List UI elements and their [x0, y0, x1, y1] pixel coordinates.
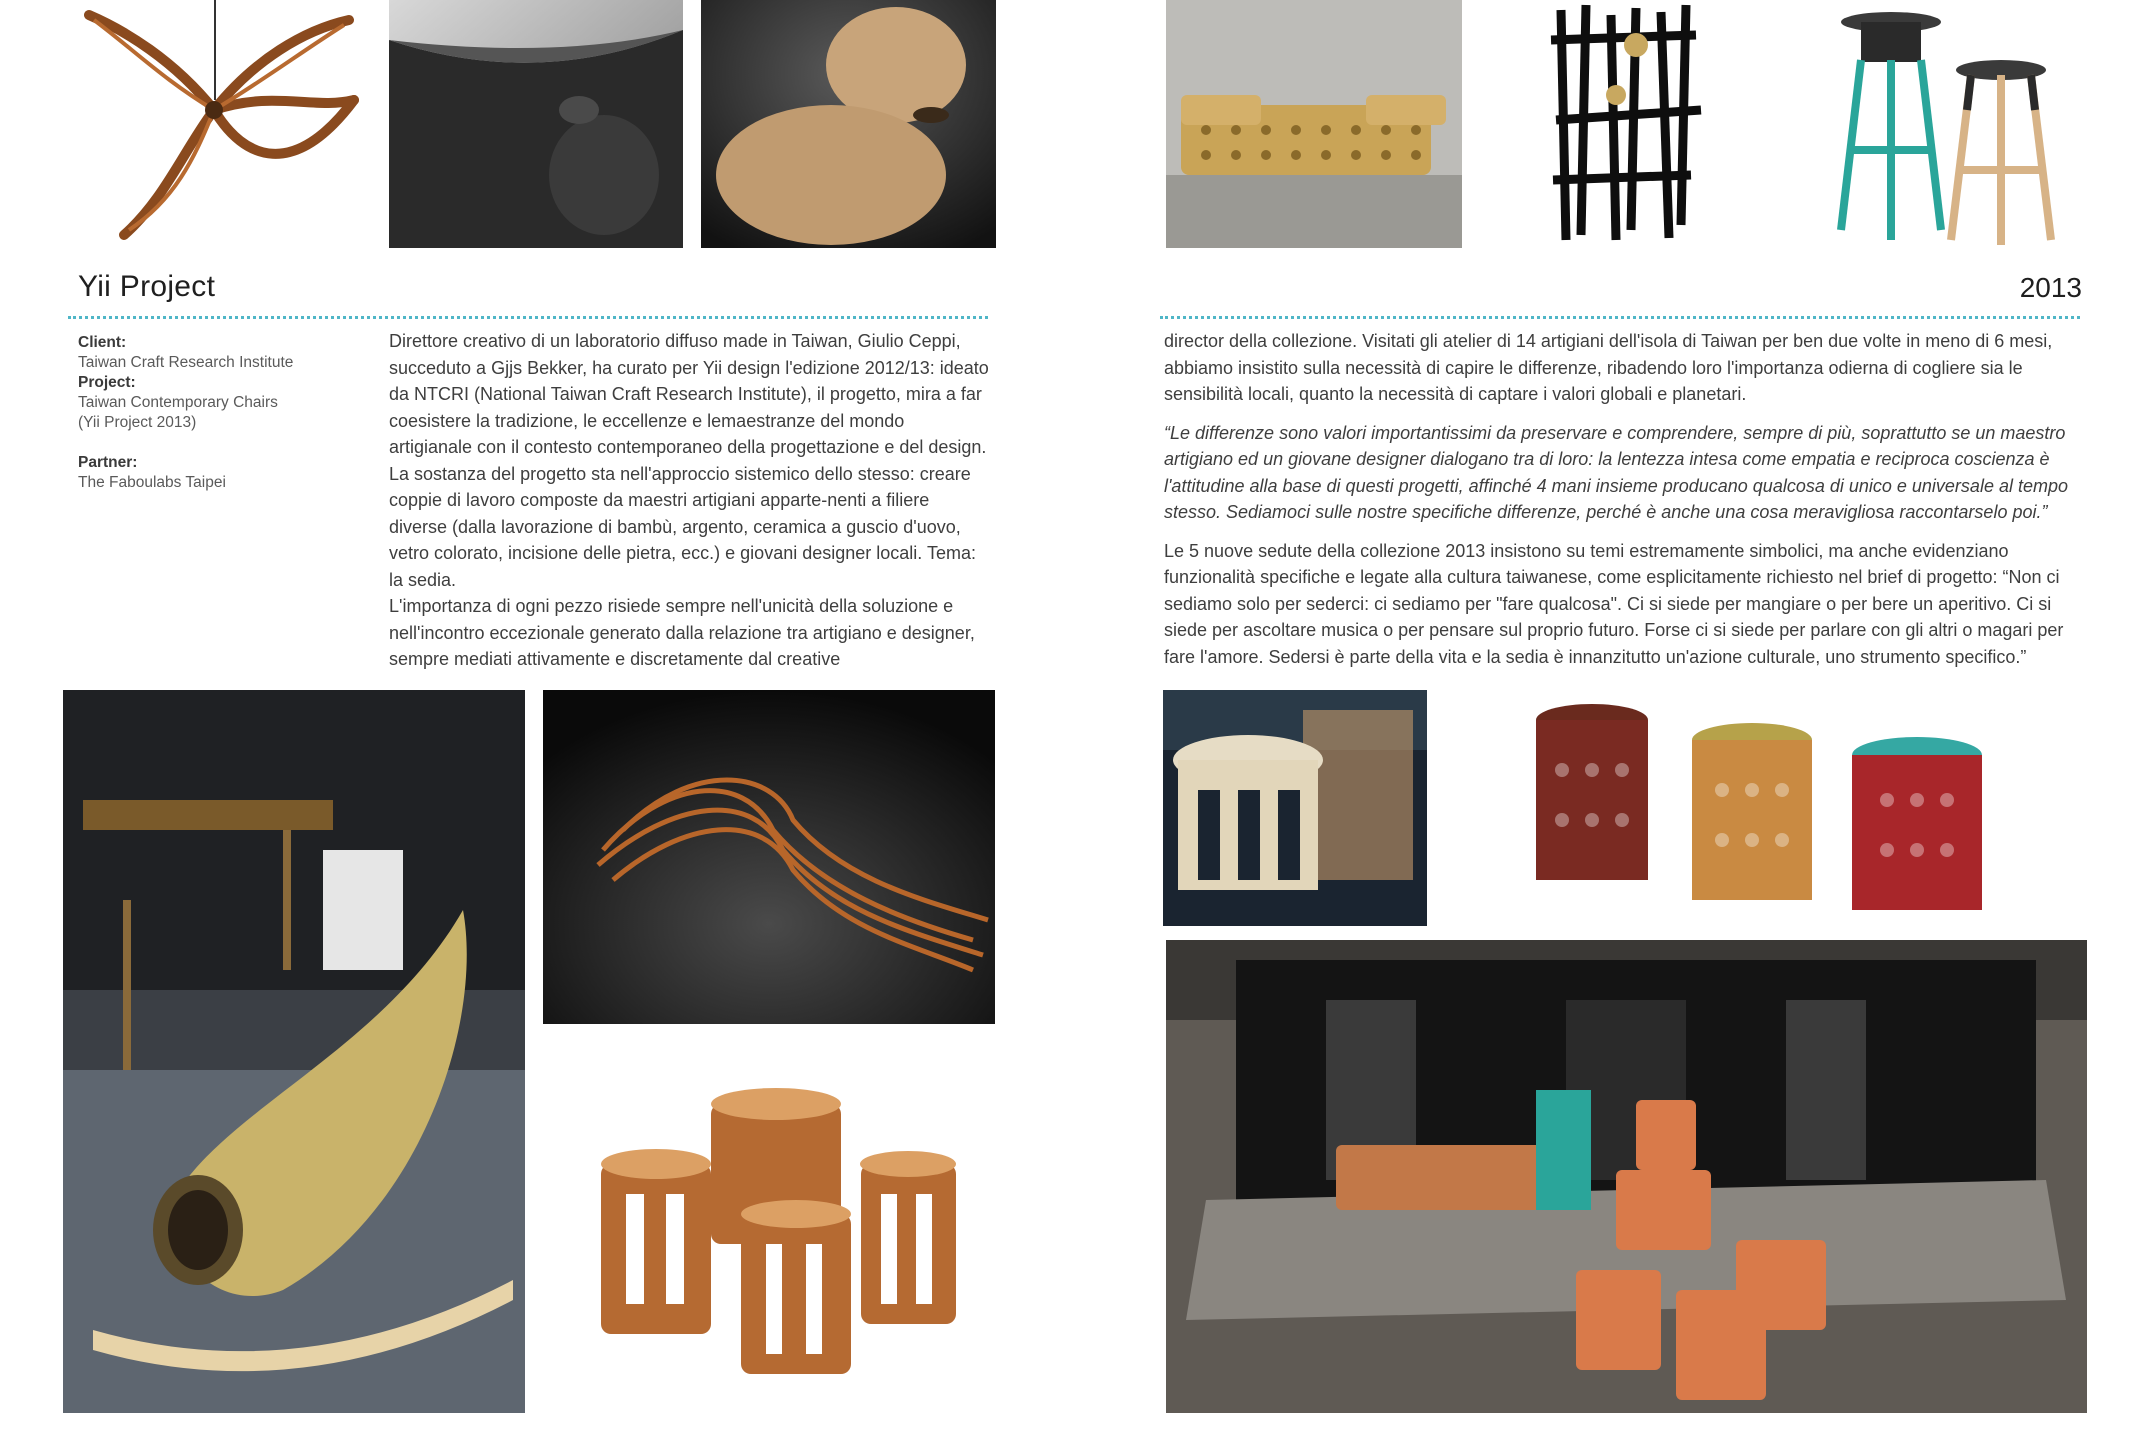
photo-black-screen [1541, 0, 1706, 248]
project-value-line-2: (Yii Project 2013) [78, 414, 197, 431]
photo-golden-sofa [1166, 0, 1462, 248]
photo-exhibition-installation [1166, 940, 2087, 1413]
photo-woven-gourd [701, 0, 996, 248]
photo-flowing-bamboo [543, 690, 995, 1024]
project-label: Project: [78, 374, 136, 391]
left-dotted-rule [68, 316, 988, 319]
project-value-line-1: Taiwan Contemporary Chairs [78, 394, 278, 411]
photo-bar-stools [1791, 0, 2080, 248]
right-dotted-rule [1160, 316, 2080, 319]
photo-bamboo-drum-stool [1163, 690, 1427, 926]
right-body-text [1164, 328, 2090, 670]
photo-bamboo-star-chair [64, 0, 362, 248]
partner-label: Partner: [78, 454, 138, 471]
project-title: Yii Project [78, 270, 216, 303]
photo-bamboo-rocking-horn [63, 690, 525, 1413]
project-year: 2013 [2019, 272, 2082, 303]
left-paragraph-1: Direttore creativo di un laboratorio diffuso made in Taiwan, Giulio Ceppi, succeduto a Gjjs Bekker, ha curato per Yii design l'edizione 2012/13: ideato da NTCRI (National Taiwan Craft Research Institute), il progetto, mira a far coesistere la tradizione, le eccellenze e lemaestranze del mondo artigianale con il contesto contemporaneo della progettazione e del design. La sostanza del progetto sta nell'approccio sistemico dello stesso: creare coppie di lavoro composte da maestri artigiani apparte-nenti a filiere diverse (dalla lavorazione di bambù, argento, ceramica a guscio d'uovo, vetro colorato, incisione delle pietra, ecc.) e giovani designer locali. Tema: la sedia. [389, 331, 989, 590]
right-paragraph-1: director della collezione. Visitati gli atelier di 14 artigiani dell'isola di Taiwan per ben due volte in meno di 6 mesi, abbiamo insistito sulla necessità di capire le differenze, ribadendo loro l'importanza odierna di cogliere sia le sensibilità locali, quanto la necessità di captare i valori globali e planetari. [1164, 331, 2053, 404]
photo-colored-stools [1442, 690, 2090, 926]
right-quote: “Le differenze sono valori importantissimi da preservare e comprendere, sempre di più, soprattutto se un maestro artigiano ed un giovane designer dialogano tra di loro: la lentezza intesa come empatia e reciproca coscienza è l'attitudine alla base di questi progetti, affinché 4 mani insieme producano qualcosa di unico e universale al tempo stesso. Sediamoci sulle nostre specifiche differenze, perché è anche una cosa meravigliosa raccontarselo poi.” [1164, 422, 2068, 522]
partner-value: The Faboulabs Taipei [78, 474, 226, 491]
left-body-text [389, 328, 989, 673]
project-metadata [78, 333, 368, 493]
right-paragraph-3: Le 5 nuove sedute della collezione 2013 insistono su temi estremamente simbolici, ma anche evidenziano funzionalità specifiche e legate alla cultura taiwanese, come esplicitamente richiesto nel brief di progetto: “Non ci sediamo solo per sederci: ci sediamo per "fare qualcosa". Ci si siede per mangiare o per bere un aperitivo. Ci si siede per ascoltare musica o per pensare sul proprio futuro. Forse ci si siede per parlare con gli altri o magari per fare l'amore. Sedersi è parte della vita e la sedia è innanzitutto un'azione culturale, uno strumento specifico.” [1164, 540, 2064, 667]
photo-ceramic-bowl [389, 0, 683, 248]
client-value: Taiwan Craft Research Institute [78, 354, 294, 371]
client-label: Client: [78, 334, 127, 351]
left-paragraph-2: L'importanza di ogni pezzo risiede sempre nell'unicità della soluzione e nell'incontro eccezionale generato dalla relazione tra artigiano e designer, sempre mediati attivamente e discretamente dal creative [389, 596, 975, 669]
photo-wooden-stools [541, 1044, 995, 1413]
